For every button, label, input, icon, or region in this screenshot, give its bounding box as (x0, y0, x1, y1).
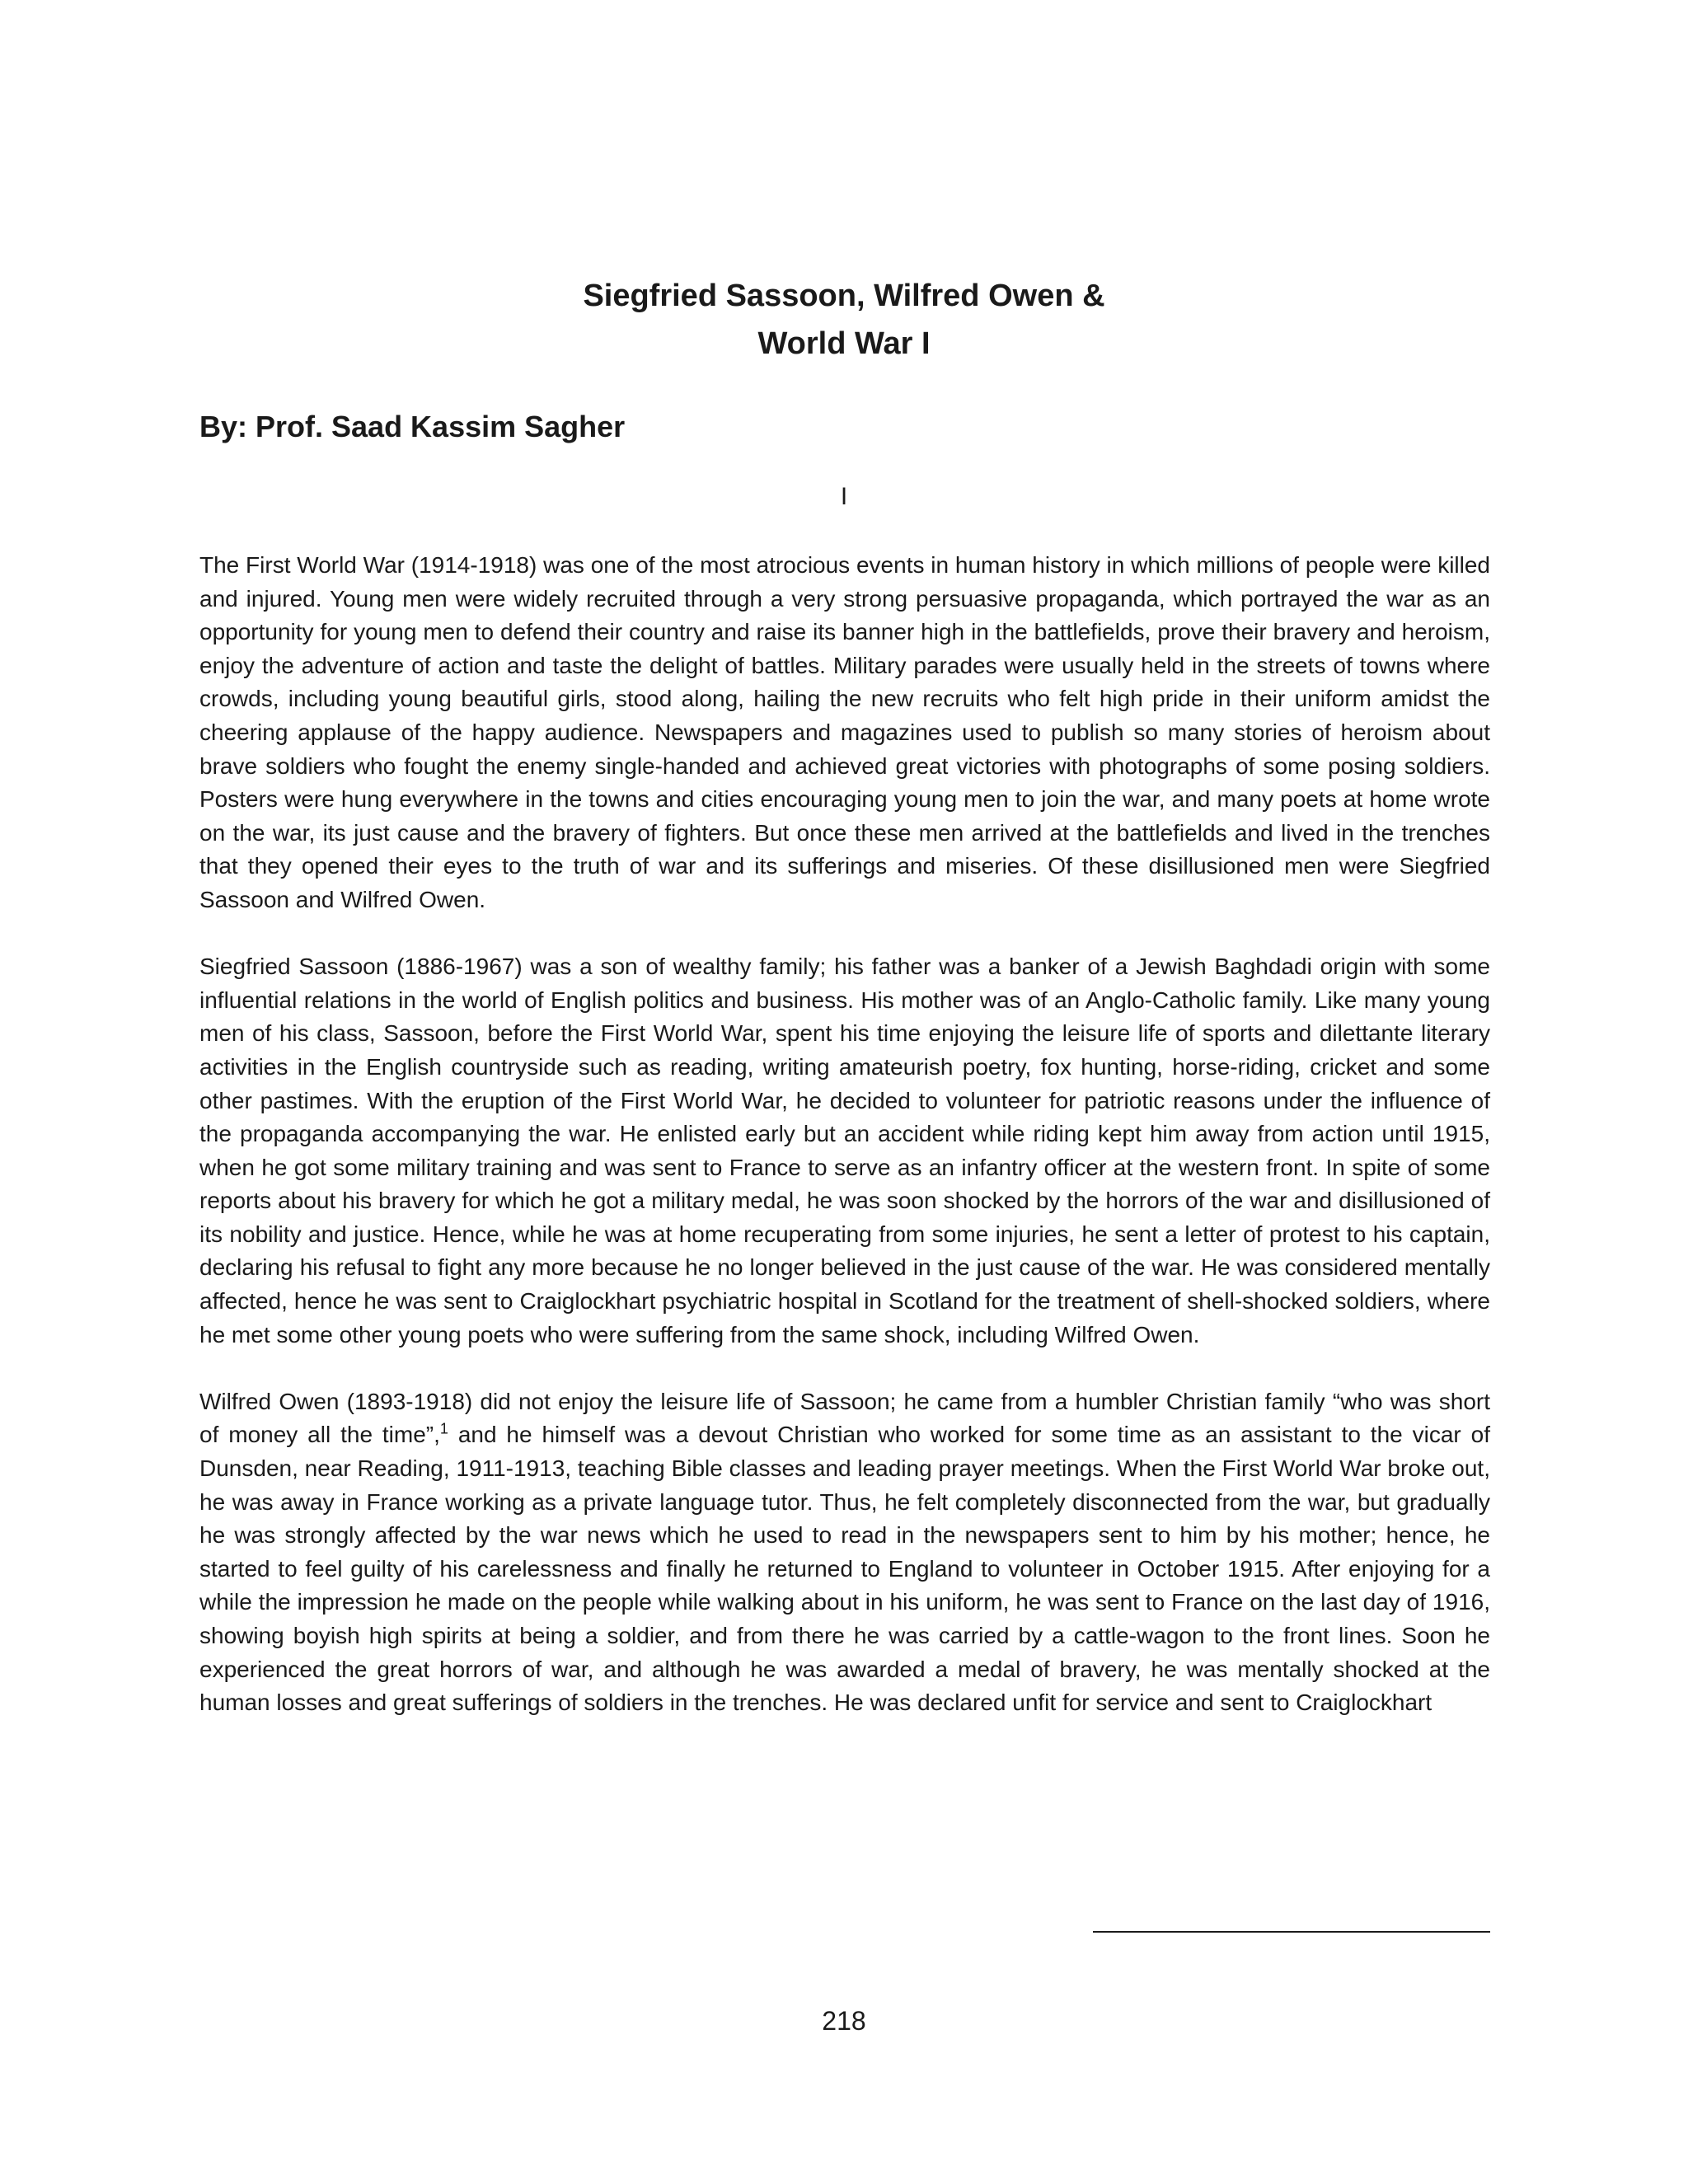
title-line-1: Siegfried Sassoon, Wilfred Owen & (583, 279, 1105, 313)
paragraph-2: Siegfried Sassoon (1886-1967) was a son of wealthy family; his father was a banker of a Jewish Baghdadi origin with some influential relations in the world of English politics and business. His mother was of an Anglo-Catholic family. Like many young men of his class, Sassoon, before the First World War, spent his time enjoying the leisure life of sports and dilettante literary activities in the English countryside such as reading, writing amateurish poetry, fox hunting, horse-riding, cricket and some other pastimes. With the eruption of the First World War, he decided to volunteer for patriotic reasons under the influence of the propaganda accompanying the war. He enlisted early but an accident while riding kept him away from action until 1915, when he got some military training and was sent to France to serve as an infantry officer at the western front. In spite of some reports about his bravery for which he got a military medal, he was soon shocked by the horrors of the war and disillusioned of its nobility and justice. Hence, while he was at home recuperating from some injuries, he sent a letter of protest to his captain, declaring his refusal to fight any more because he no longer believed in the just cause of the war. He was considered mentally affected, hence he was sent to Craiglockhart psychiatric hospital in Scotland for the treatment of shell-shocked soldiers, where he met some other young poets who were suffering from the same shock, including Wilfred Owen. (199, 954, 1490, 1347)
section-number: I (840, 483, 848, 510)
footnote-separator (1093, 1931, 1490, 1933)
paragraph-3-text-before-note: Wilfred Owen (1893-1918) did not enjoy the leisure life of Sassoon; he came from a humbler Christian family “who was short of money all the time”, (199, 1388, 1490, 1448)
page-number: 218 (822, 2006, 866, 2036)
article-body (199, 549, 1490, 1753)
paragraph-1: The First World War (1914-1918) was one of the most atrocious events in human history in which millions of people were killed and injured. Young men were widely recruited through a very strong persuasive propaganda, which portrayed the war as an opportunity for young men to defend their country and raise its banner high in the battlefields, prove their bravery and heroism, enjoy the adventure of action and taste the delight of battles. Military parades were usually held in the streets of towns where crowds, including young beautiful girls, stood along, hailing the new recruits who felt high pride in their uniform amidst the cheering applause of the happy audience. Newspapers and magazines used to publish so many stories of heroism about brave soldiers who fought the enemy single-handed and achieved great victories with photographs of some posing soldiers. Posters were hung everywhere in the towns and cities encouraging young men to join the war, and many poets at home wrote on the war, its just cause and the bravery of fighters. But once these men arrived at the battlefields and lived in the trenches that they opened their eyes to the truth of war and its sufferings and miseries. Of these disillusioned men were Siegfried Sassoon and Wilfred Owen. (199, 552, 1490, 912)
author-byline: By: Prof. Saad Kassim Sagher (199, 410, 626, 443)
footnote-marker: 1 (439, 1421, 448, 1438)
paragraph-3-text-after-note: and he himself was a devout Christian who worked for some time as an assistant to the vicar of Dunsden, near Reading, 1911-1913, teaching Bible classes and leading prayer meetings. When the First World War broke out, he was away in France working as a private language tutor. Thus, he felt completely disconnected from the war, but gradually he was strongly affected by the war news which he used to read in the newspapers sent to him by his mother; hence, he started to feel guilty of his carelessness and finally he returned to England to volunteer in October 1915. After enjoying for a while the impression he made on the people while walking about in his uniform, he was sent to France on the last day of 1916, showing boyish high spirits at being a soldier, and from there he was carried by a cattle-wagon to the front lines. Soon he experienced the great horrors of war, and although he was awarded a medal of bravery, he was mentally shocked at the human losses and great sufferings of soldiers in the trenches. He was declared unfit for service and sent to Craiglockhart (199, 1422, 1490, 1716)
page-title (0, 272, 1688, 368)
paragraph-3 (199, 1385, 1490, 1720)
title-line-2: World War I (757, 326, 931, 361)
